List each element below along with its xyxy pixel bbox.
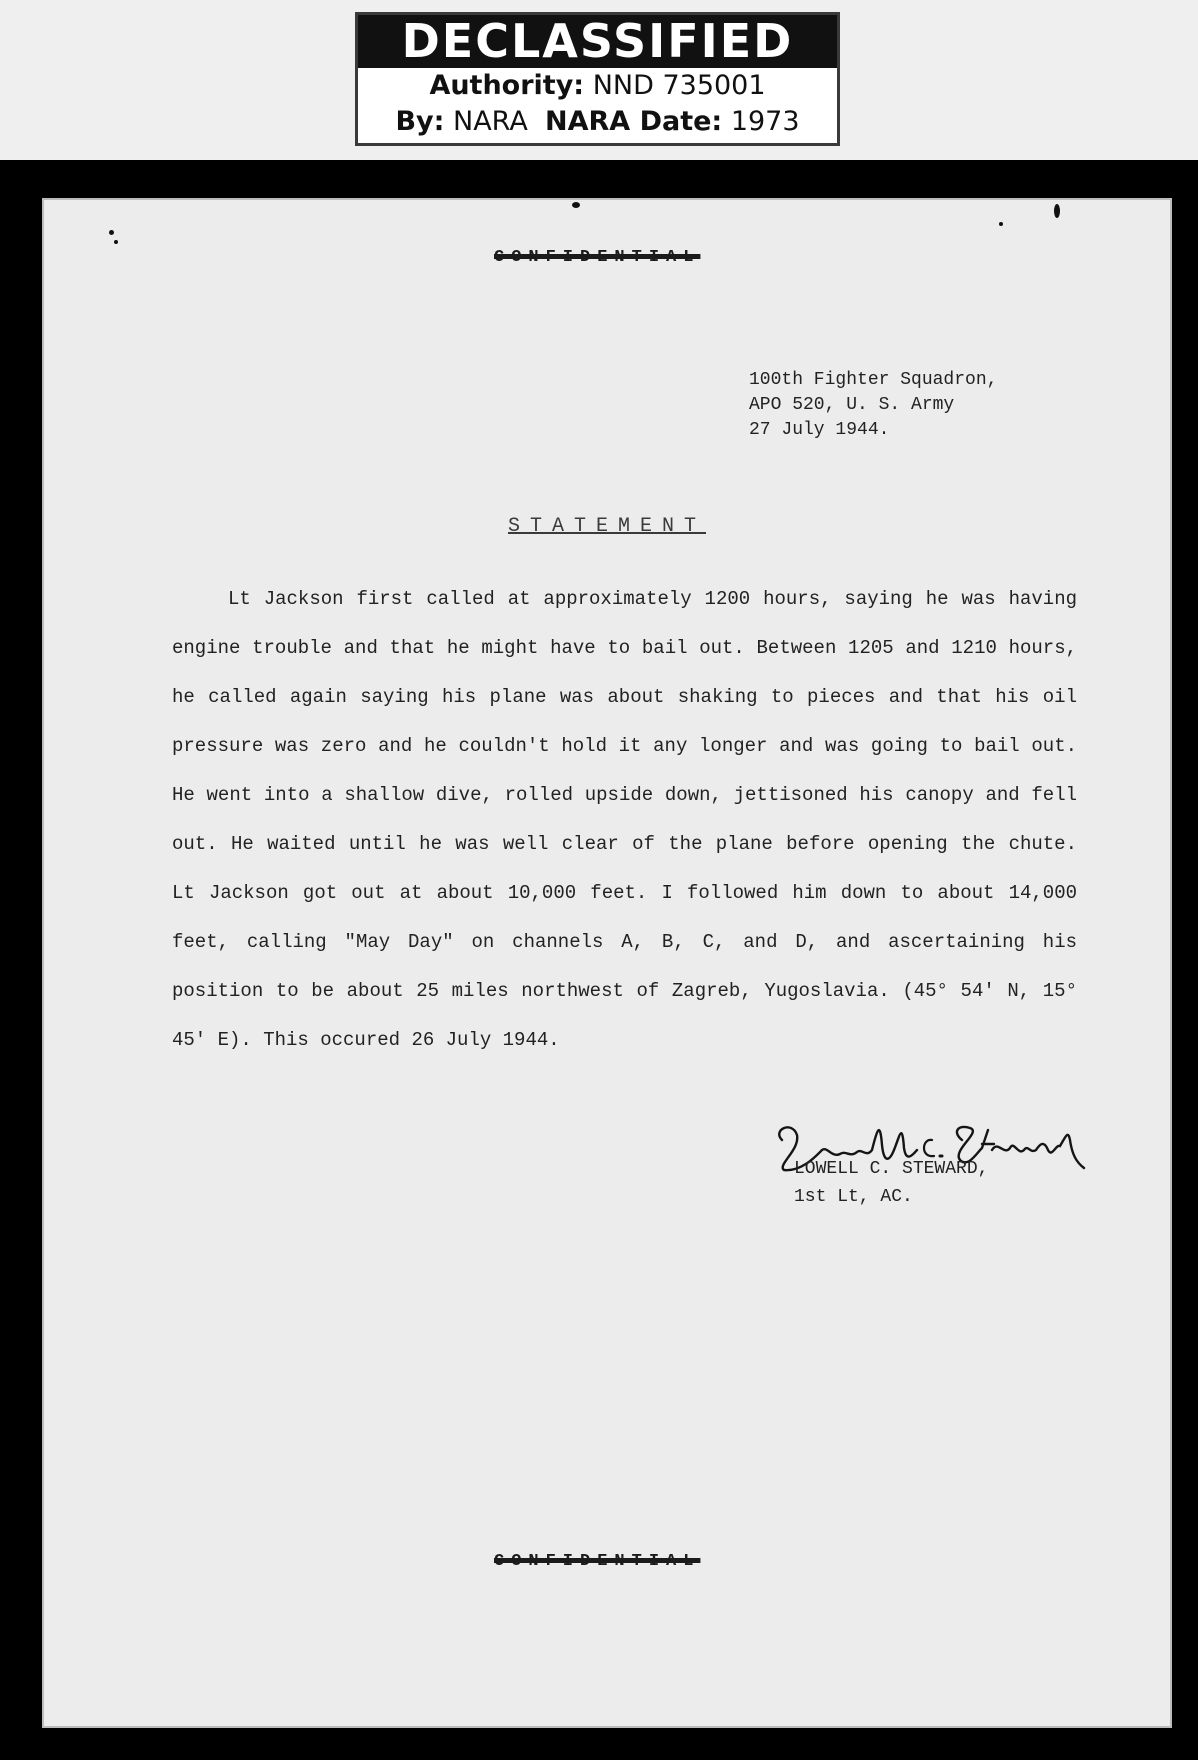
speck bbox=[572, 202, 580, 208]
declassification-bar bbox=[0, 0, 1198, 160]
header-date: 27 July 1944. bbox=[749, 420, 890, 440]
statement-body: Lt Jackson first called at approximately 1200 hours, saying he was having engine trouble and that he might have to bail out. Between 1205 and 1210 hours, he called again saying his plane was about shaking to pieces and that his oil pressure was zero and he couldn't hold it any longer and was going to bail out. He went into a shallow dive, rolled upside down, jettisoned his canopy and fell out. He waited until he was well clear of the plane before opening the chute. Lt Jackson got out at about 10,000 feet. I followed him down to about 14,000 feet, calling "May Day" on channels A, B, C, and D, and ascertaining his position to be about 25 miles northwest of Zagreb, Yugoslavia. (45° 54' N, 15° 45' E). This occured 26 July 1944. bbox=[172, 588, 1077, 1051]
classification-top: CONFIDENTIAL bbox=[494, 248, 701, 267]
header-unit: 100th Fighter Squadron, bbox=[749, 370, 998, 390]
letter-header bbox=[749, 368, 997, 443]
statement-title: STATEMENT bbox=[507, 515, 707, 538]
declassified-stamp bbox=[355, 12, 840, 146]
speck bbox=[1054, 204, 1060, 218]
speck bbox=[999, 222, 1003, 226]
signature-name: LOWELL C. STEWARD, bbox=[794, 1159, 989, 1179]
stamp-by-date: By: NARA NARA Date: 1973 bbox=[395, 106, 800, 137]
document-page bbox=[42, 198, 1172, 1728]
speck bbox=[109, 230, 114, 235]
classification-bottom: CONFIDENTIAL bbox=[494, 1552, 701, 1571]
header-apo: APO 520, U. S. Army bbox=[749, 395, 955, 415]
signature-block bbox=[794, 1155, 988, 1211]
stamp-title: DECLASSIFIED bbox=[358, 15, 837, 68]
stamp-authority: Authority: NND 735001 bbox=[429, 70, 766, 101]
speck bbox=[114, 240, 118, 244]
signature-rank: 1st Lt, AC. bbox=[794, 1187, 913, 1207]
